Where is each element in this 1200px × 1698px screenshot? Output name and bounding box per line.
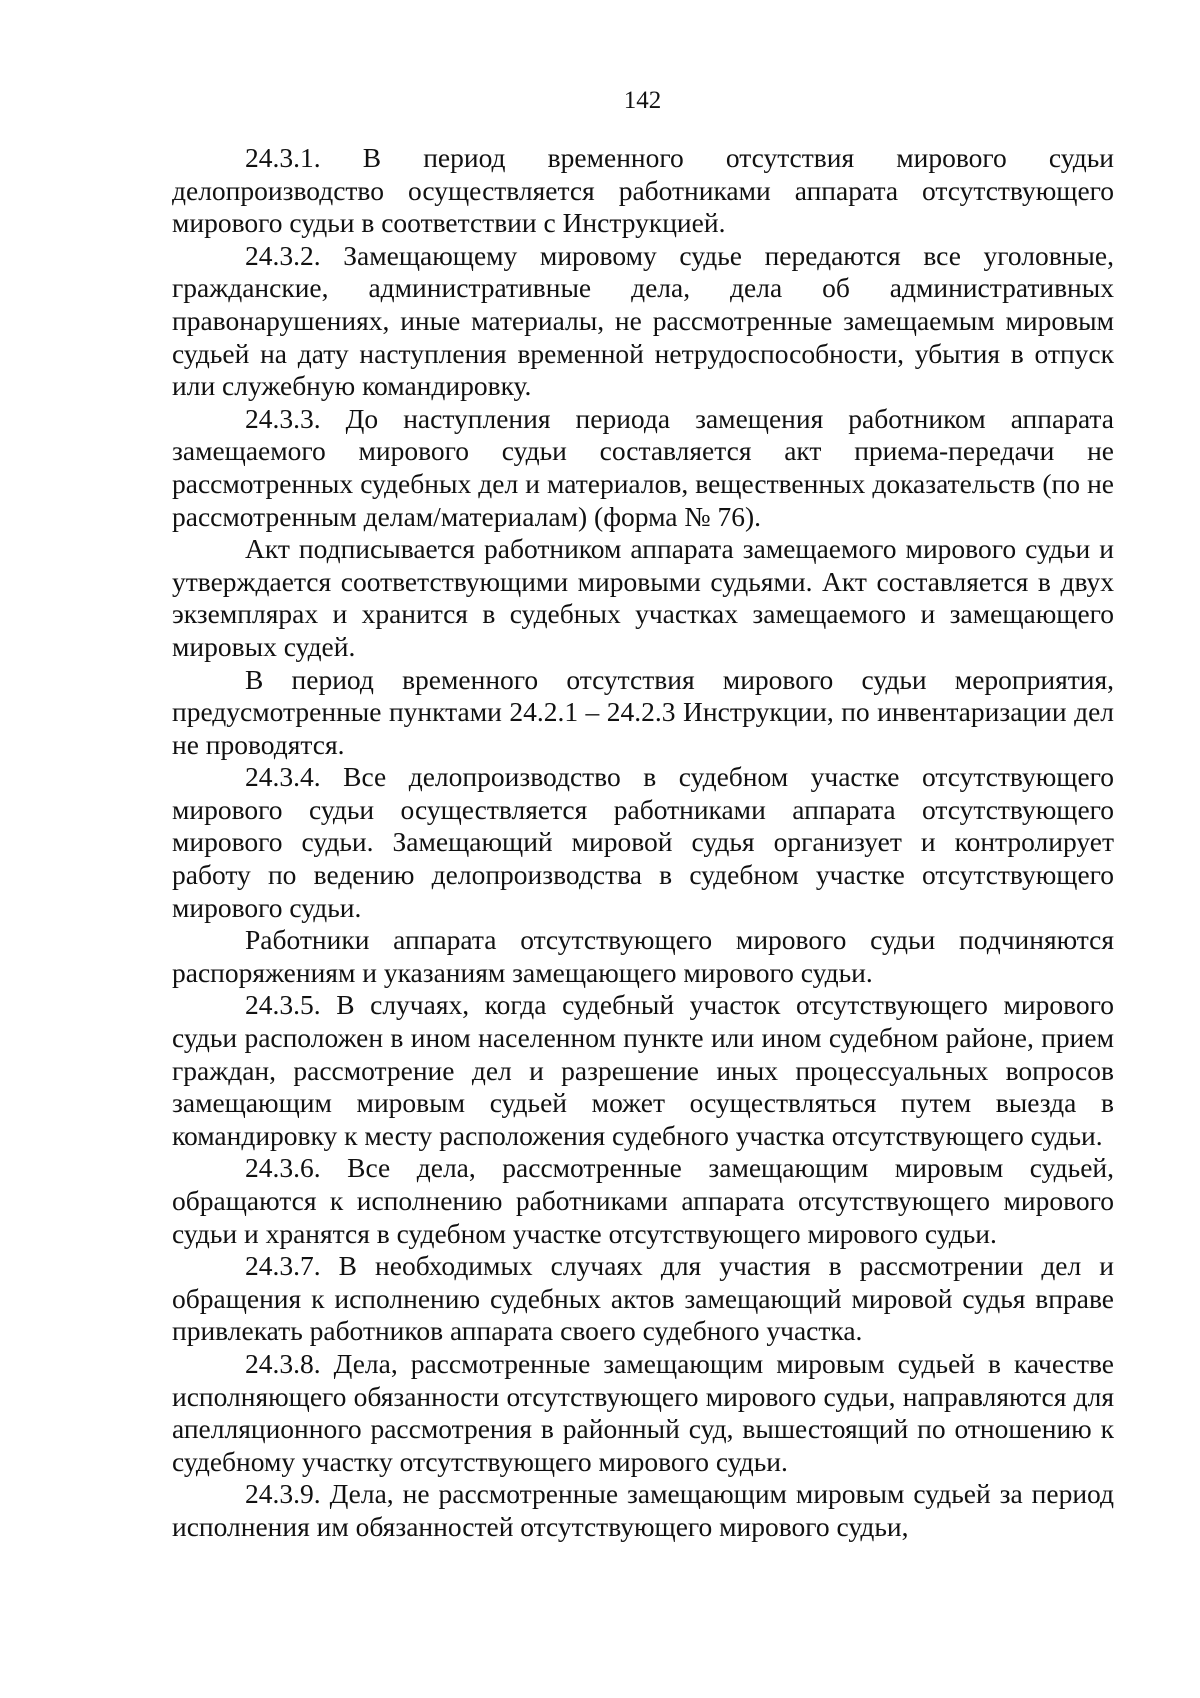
page-number: 142 — [623, 87, 662, 114]
paragraph-24-3-8: 24.3.8. Дела, рассмотренные замещающим мировым судьей в качестве исполняющего обязанности отсутствующего мирового судьи, направляются для апелляционного рассмотрения в районный суд, вышестоящий по отношению к судебному участку отсутствующего мирового судьи. — [172, 1347, 1114, 1477]
paragraph-24-3-1: 24.3.1. В период временного отсутствия мирового судьи делопроизводство осуществляется работниками аппарата отсутствующего мирового судьи в соответствии с Инструкцией. — [172, 142, 1114, 239]
paragraph-24-3-2: 24.3.2. Замещающему мировому судье передаются все уголовные, гражданские, административные дела, дела об административных правонарушениях, иные материалы, не рассмотренные замещаемым мировым судьей на дату наступления временной нетрудоспособности, убытия в отпуск или служебную командировку. — [172, 239, 1114, 402]
paragraph-staff-subordination: Работники аппарата отсутствующего мирового судьи подчиняются распоряжениям и указаниям замещающего мирового судьи. — [172, 924, 1114, 988]
document-body — [172, 142, 1114, 1544]
paragraph-24-3-5: 24.3.5. В случаях, когда судебный участок отсутствующего мирового судьи расположен в ином населенном пункте или ином судебном районе, прием граждан, рассмотрение дел и разрешение иных процессуальных вопросов замещающим мировым судьей может осуществляться путем выезда в командировку к месту расположения судебного участка отсутствующего судьи. — [172, 989, 1114, 1151]
paragraph-24-3-4: 24.3.4. Все делопроизводство в судебном участке отсутствующего мирового судьи осуществляется работниками аппарата отсутствующего мирового судьи. Замещающий мировой судья организует и контролирует работу по ведению делопроизводства в судебном участке отсутствующего мирового судьи. — [172, 761, 1114, 923]
paragraph-24-3-7: 24.3.7. В необходимых случаях для участия в рассмотрении дел и обращения к исполнению судебных актов замещающий мировой судья вправе привлекать работников аппарата своего судебного участка. — [172, 1250, 1114, 1347]
paragraph-24-3-3: 24.3.3. До наступления периода замещения работником аппарата замещаемого мирового судьи составляется акт приема-передачи не рассмотренных судебных дел и материалов, вещественных доказательств (по не рассмотренным делам/материалам) (форма № 76). — [172, 402, 1114, 532]
paragraph-24-3-9: 24.3.9. Дела, не рассмотренные замещающим мировым судьей за период исполнения им обязанностей отсутствующего мирового судьи, — [172, 1478, 1114, 1542]
paragraph-24-3-6: 24.3.6. Все дела, рассмотренные замещающим мировым судьей, обращаются к исполнению работниками аппарата отсутствующего мирового судьи и хранятся в судебном участке отсутствующего мирового судьи. — [172, 1152, 1114, 1249]
paragraph-act-signing: Акт подписывается работником аппарата замещаемого мирового судьи и утверждается соответствующими мировыми судьями. Акт составляется в двух экземплярах и хранится в судебных участках замещаемого и замещающего мировых судей. — [172, 533, 1114, 662]
paragraph-inventory: В период временного отсутствия мирового судьи мероприятия, предусмотренные пунктами 24.2.1 – 24.2.3 Инструкции, по инвентаризации дел не проводятся. — [172, 663, 1114, 760]
